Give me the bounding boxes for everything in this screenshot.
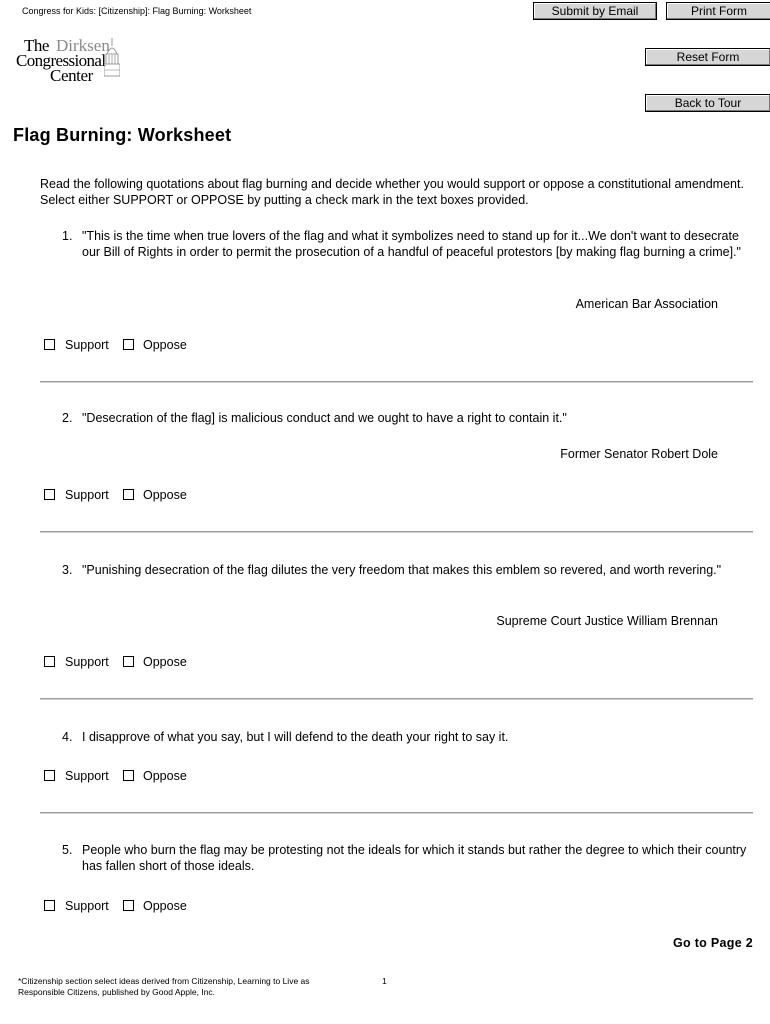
oppose-label: Oppose [143, 769, 187, 783]
question-number: 1. [62, 229, 73, 243]
dirksen-center-logo [14, 36, 124, 84]
question-number: 5. [62, 843, 73, 857]
support-label: Support [65, 899, 109, 913]
divider [40, 381, 753, 383]
submit-by-email-button[interactable]: Submit by Email [533, 2, 657, 20]
question-4-support-checkbox[interactable] [44, 770, 55, 781]
support-label: Support [65, 338, 109, 352]
question-2-oppose-checkbox[interactable] [123, 489, 134, 500]
back-to-tour-button[interactable]: Back to Tour [645, 94, 770, 112]
divider [40, 812, 753, 814]
question-3-attribution: Supreme Court Justice William Brennan [496, 614, 718, 628]
capitol-dome-icon [104, 38, 120, 82]
question-text: "Punishing desecration of the flag dilutes the very freedom that makes this emblem so revered, and worth revering." [82, 563, 722, 577]
question-3-oppose-checkbox[interactable] [123, 656, 134, 667]
instructions-text: Read the following quotations about flag burning and decide whether you would support or oppose a constitutional amendment. Select either SUPPORT or OPPOSE by putting a check mark in the text boxes provided. [40, 177, 744, 207]
divider [40, 698, 753, 700]
support-label: Support [65, 655, 109, 669]
question-1-attribution: American Bar Association [575, 297, 718, 311]
footer-note: *Citizenship section select ideas derived from Citizenship, Learning to Live as Responsible Citizens, published by Good Apple, Inc. [18, 976, 310, 997]
question-5-oppose-checkbox[interactable] [123, 900, 134, 911]
go-to-page-2-link[interactable]: Go to Page 2 [672, 936, 753, 950]
oppose-label: Oppose [143, 655, 187, 669]
question-3-support-checkbox[interactable] [44, 656, 55, 667]
question-number: 3. [62, 563, 73, 577]
oppose-label: Oppose [143, 488, 187, 502]
question-1-oppose-checkbox[interactable] [123, 339, 134, 350]
question-text: I disapprove of what you say, but I will defend to the death your right to say it. [82, 730, 509, 744]
oppose-label: Oppose [143, 338, 187, 352]
support-label: Support [65, 488, 109, 502]
support-label: Support [65, 769, 109, 783]
logo-text-dirksen: Dirksen [56, 36, 110, 55]
question-5-support-checkbox[interactable] [44, 900, 55, 911]
print-form-button[interactable]: Print Form [666, 2, 770, 20]
question-4-oppose-checkbox[interactable] [123, 770, 134, 781]
question-number: 4. [62, 730, 73, 744]
question-text: People who burn the flag may be protesting not the ideals for which it stands but rather the degree to which their country has fallen short of those ideals. [82, 843, 747, 873]
question-2-support-checkbox[interactable] [44, 489, 55, 500]
breadcrumb: Congress for Kids: [Citizenship]: Flag Burning: Worksheet [22, 6, 252, 16]
page-number: 1 [382, 976, 387, 986]
question-text: "Desecration of the flag] is malicious conduct and we ought to have a right to contain it." [82, 411, 567, 425]
question-1-support-checkbox[interactable] [44, 339, 55, 350]
reset-form-button[interactable]: Reset Form [645, 48, 770, 66]
page-title: Flag Burning: Worksheet [13, 125, 232, 145]
oppose-label: Oppose [143, 899, 187, 913]
logo-text-center: Center [50, 66, 93, 85]
logo-text-the: The [24, 36, 49, 55]
question-2-attribution: Former Senator Robert Dole [560, 447, 718, 461]
question-text: "This is the time when true lovers of the flag and what it symbolizes need to stand up for it...We don't want to desecrate our Bill of Rights in order to permit the prosecution of a handful of peaceful protestors [by making flag burning a crime]." [82, 229, 741, 259]
divider [40, 531, 753, 533]
question-number: 2. [62, 411, 73, 425]
logo-text-congressional: Congressional [16, 51, 106, 70]
